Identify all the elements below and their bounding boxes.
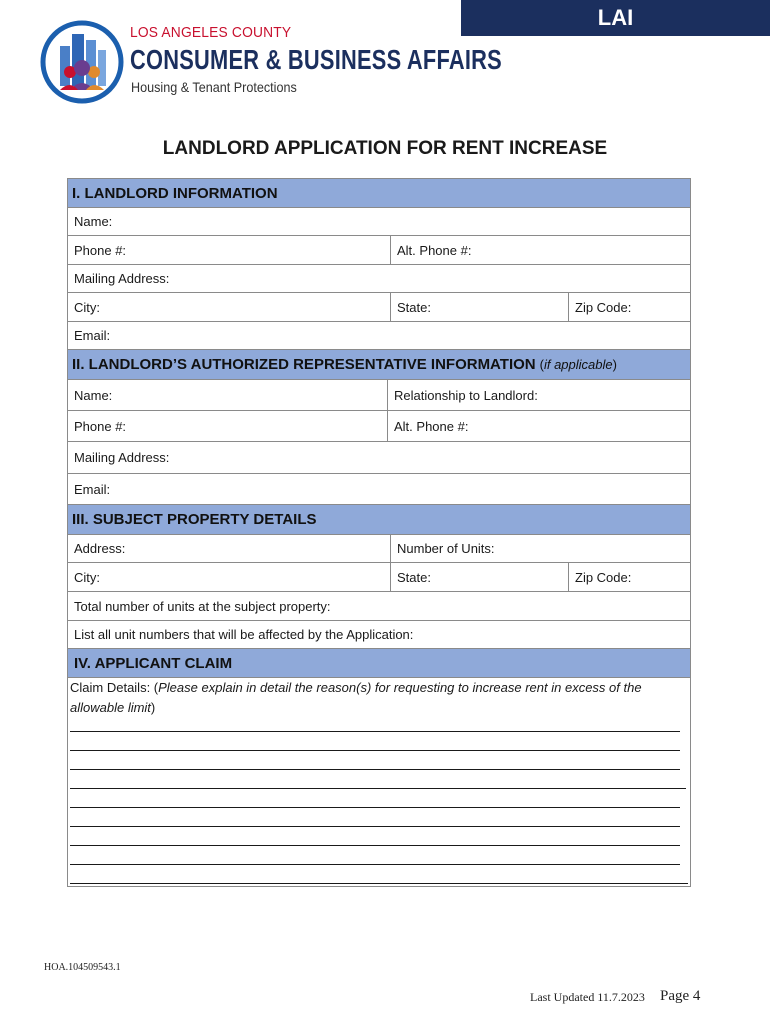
claim-line <box>70 731 680 732</box>
claim-line <box>70 788 686 789</box>
rep-alt-phone-field[interactable] <box>388 411 690 441</box>
property-city-label: City: <box>74 569 100 585</box>
rep-email-field[interactable] <box>68 474 690 504</box>
landlord-mailing-label: Mailing Address: <box>74 271 170 286</box>
section-claim-heading <box>67 649 691 678</box>
property-affected-units-label: List all unit numbers that will be affected by the Application: <box>74 627 414 642</box>
landlord-zip-label: Zip Code: <box>575 299 632 315</box>
rep-relationship-field[interactable] <box>388 380 690 410</box>
landlord-phone-row <box>67 236 691 265</box>
property-address-label: Address: <box>74 541 126 556</box>
claim-instructions-italic: Please explain in detail the reason(s) for requesting to increase rent in excess of the allowable limit <box>70 680 642 715</box>
rep-mailing-row <box>67 442 691 474</box>
note-if-applicable: if applicable <box>543 357 613 372</box>
page-number: Page 4 <box>660 988 701 1004</box>
rep-phone-field[interactable] <box>68 411 388 441</box>
form-code-badge <box>461 0 770 36</box>
application-form <box>67 178 691 887</box>
property-city-field[interactable] <box>68 563 391 591</box>
landlord-mailing-field[interactable] <box>68 265 690 292</box>
claim-line <box>70 845 680 846</box>
property-units-count-label: Number of Units: <box>397 541 495 556</box>
rep-phone-row <box>67 411 691 442</box>
landlord-zip-field[interactable] <box>569 293 690 321</box>
rep-relationship-label: Relationship to Landlord: <box>394 387 538 403</box>
claim-details-area[interactable] <box>67 678 691 887</box>
claim-suffix: ) <box>150 700 156 715</box>
note-open: ( <box>539 357 544 372</box>
org-department-name: CONSUMER & BUSINESS AFFAIRS <box>130 44 502 75</box>
claim-line <box>70 826 680 827</box>
last-updated-date: Last Updated 11.7.2023 <box>530 990 645 1004</box>
claim-line <box>70 864 680 865</box>
claim-line <box>70 883 688 884</box>
section-landlord-title: I. LANDLORD INFORMATION <box>72 184 278 202</box>
section-claim-title: IV. APPLICANT CLAIM <box>74 654 233 672</box>
claim-line <box>70 750 680 751</box>
section-property-heading <box>67 505 691 535</box>
page-title: LANDLORD APPLICATION FOR RENT INCREASE <box>162 138 608 159</box>
note-close: ) <box>612 357 617 372</box>
property-zip-label: Zip Code: <box>575 569 632 585</box>
section-representative-title: II. LANDLORD’S AUTHORIZED REPRESENTATIVE INFORMATION <box>72 356 536 373</box>
form-code-label: LAI <box>597 5 634 30</box>
property-affected-units-row <box>67 621 691 649</box>
property-city-row <box>67 563 691 592</box>
landlord-city-label: City: <box>74 299 100 315</box>
property-units-count-field[interactable] <box>391 535 690 562</box>
landlord-city-row <box>67 293 691 322</box>
landlord-name-field[interactable] <box>68 208 690 235</box>
property-state-field[interactable] <box>391 563 569 591</box>
section-representative-heading <box>67 350 691 380</box>
property-address-row <box>67 535 691 563</box>
section-representative-note <box>540 357 617 372</box>
property-address-field[interactable] <box>68 535 391 562</box>
rep-name-field[interactable] <box>68 380 388 410</box>
county-logo-icon <box>40 20 124 104</box>
property-affected-units-field[interactable] <box>68 621 690 648</box>
rep-mailing-field[interactable] <box>68 442 690 473</box>
section-property-title: III. SUBJECT PROPERTY DETAILS <box>72 511 317 528</box>
rep-alt-phone-label: Alt. Phone #: <box>394 418 469 434</box>
landlord-mailing-row <box>67 265 691 293</box>
document-code: HOA.104509543.1 <box>44 962 121 973</box>
claim-line <box>70 769 680 770</box>
rep-phone-label: Phone #: <box>74 418 127 434</box>
rep-mailing-label: Mailing Address: <box>74 450 170 465</box>
landlord-email-field[interactable] <box>68 322 690 349</box>
rep-name-label: Name: <box>74 387 113 403</box>
claim-details-instructions <box>70 678 690 718</box>
landlord-phone-label: Phone #: <box>74 242 127 258</box>
org-county-name: LOS ANGELES COUNTY <box>130 24 292 41</box>
org-division-name: Housing & Tenant Protections <box>131 79 297 95</box>
property-zip-field[interactable] <box>569 563 690 591</box>
landlord-name-label: Name: <box>74 214 113 229</box>
landlord-alt-phone-field[interactable] <box>391 236 690 264</box>
landlord-city-field[interactable] <box>68 293 391 321</box>
section-landlord-heading <box>67 178 691 208</box>
property-total-units-row <box>67 592 691 621</box>
property-state-label: State: <box>397 569 431 585</box>
landlord-state-label: State: <box>397 299 431 315</box>
property-total-units-label: Total number of units at the subject property: <box>74 598 331 614</box>
landlord-alt-phone-label: Alt. Phone #: <box>397 242 472 258</box>
landlord-name-row <box>67 208 691 236</box>
claim-line <box>70 807 680 808</box>
rep-email-label: Email: <box>74 481 111 497</box>
property-total-units-field[interactable] <box>68 592 690 620</box>
rep-name-row <box>67 380 691 411</box>
landlord-email-label: Email: <box>74 328 111 343</box>
claim-prefix: Claim Details: ( <box>70 680 159 695</box>
landlord-state-field[interactable] <box>391 293 569 321</box>
rep-email-row <box>67 474 691 505</box>
landlord-phone-field[interactable] <box>68 236 391 264</box>
landlord-email-row <box>67 322 691 350</box>
